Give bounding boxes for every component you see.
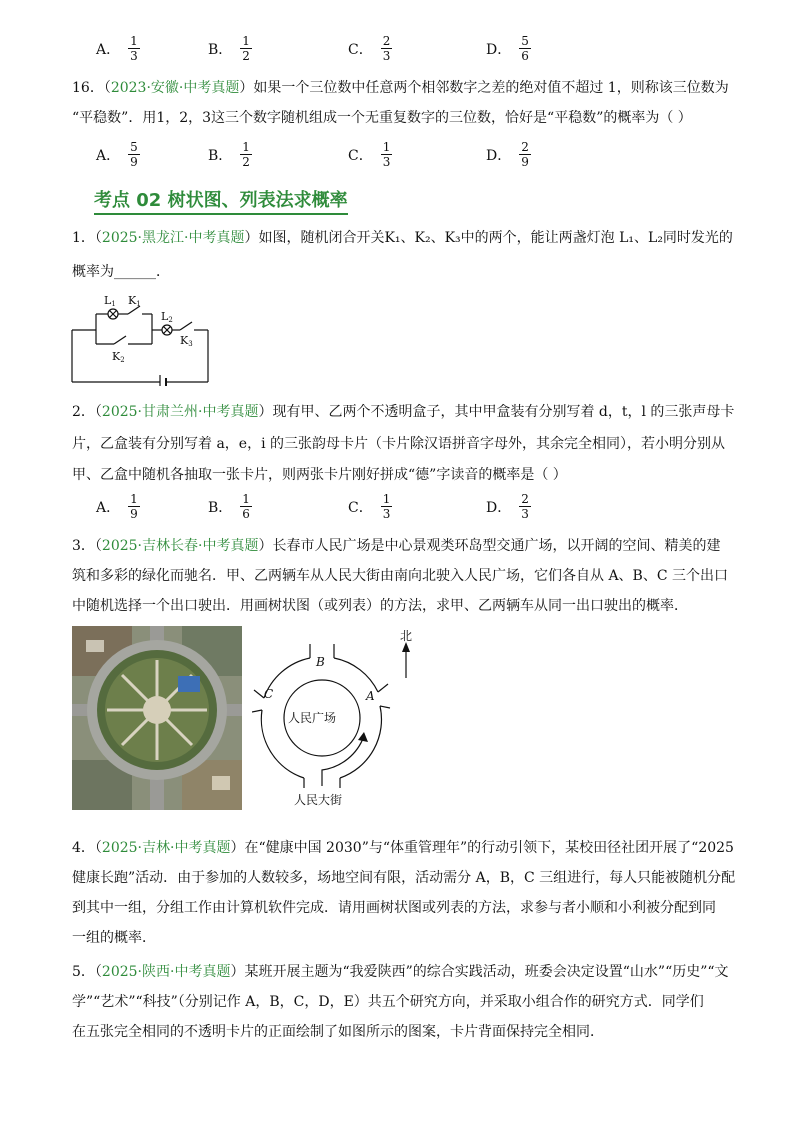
q15-option-a: A． $\frac{1}{3}$ bbox=[96, 34, 138, 63]
section-heading: 考点 02 树状图、列表法求概率 bbox=[94, 186, 348, 215]
q5-line-1: 5．（2025·陕西·中考真题）某班开展主题为“我爱陕西”的综合实践活动，班委会决定设置“山水”“历史”“文 bbox=[72, 964, 729, 980]
roundabout-diagram bbox=[252, 626, 452, 810]
q15-option-d: D． $\frac{5}{6}$ bbox=[486, 34, 529, 63]
fraction: $\frac{5}{9}$ bbox=[130, 140, 138, 169]
q2-source: 2025·甘肃兰州·中考真题 bbox=[101, 404, 259, 420]
aerial-photo bbox=[72, 626, 242, 810]
q2-line-1: 2．（2025·甘肃兰州·中考真题）现有甲、乙两个不透明盒子，其中甲盒装有分别写着 d，t，l 的三张声母卡 bbox=[72, 404, 735, 420]
fraction: $\frac{2}{3}$ bbox=[521, 492, 529, 521]
q16-option-b: B． $\frac{1}{2}$ bbox=[208, 140, 250, 169]
svg-text:L1: L1 bbox=[104, 294, 116, 308]
svg-text:L2: L2 bbox=[161, 310, 173, 324]
svg-text:K3: K3 bbox=[180, 334, 193, 348]
fraction: $\frac{1}{3}$ bbox=[382, 140, 391, 169]
q4-line-4: 一组的概率． bbox=[72, 930, 156, 946]
fraction: $\frac{2}{9}$ bbox=[521, 140, 529, 169]
q3-line-2: 筑和多彩的绿化而驰名．甲、乙两辆车从人民大街由南向北驶入人民广场，它们各自从 A、B、C 三个出口 bbox=[72, 568, 729, 584]
north-label: 北 bbox=[400, 629, 413, 643]
q3-source: 2025·吉林长春·中考真题 bbox=[101, 538, 259, 554]
q2-line-2: 片，乙盒装有分别写着 a，e，i 的三张韵母卡片（卡片除汉语拼音字母外，其余完全相同），若小明分别从 bbox=[72, 436, 726, 452]
q5-source: 2025·陕西·中考真题 bbox=[101, 964, 231, 980]
exit-a-label: A bbox=[366, 689, 375, 703]
street-label: 人民大街 bbox=[294, 793, 343, 807]
q4-line-1: 4．（2025·吉林·中考真题）在“健康中国 2030”与“体重管理年”的行动引领下，某校田径社团开展了“2025 bbox=[72, 840, 734, 856]
q2-option-d: D． $\frac{2}{3}$ bbox=[486, 492, 529, 521]
fraction: $\frac{1}{6}$ bbox=[242, 492, 250, 521]
circuit-diagram bbox=[66, 290, 216, 386]
q16-line-2: “平稳数”．用1，2，3这三个数字随机组成一个无重复数字的三位数，恰好是“平稳数”的概率为（ ） bbox=[72, 110, 692, 126]
q4-line-2: 健康长跑”活动．由于参加的人数较多，场地空间有限，活动需分 A，B，C 三组进行，每人只能被随机分配 bbox=[72, 870, 736, 886]
fraction: $\frac{1}{9}$ bbox=[130, 492, 138, 521]
fraction: $\frac{1}{3}$ bbox=[130, 34, 138, 63]
q5-line-2: 学”“艺术”“科技”（分别记作 A，B，C，D，E）共五个研究方向，并采取小组合作的研究方式．同学们 bbox=[72, 994, 704, 1010]
svg-text:K2: K2 bbox=[112, 350, 125, 364]
q16-line-1: 16．（2023·安徽·中考真题）如果一个三位数中任意两个相邻数字之差的绝对值不超过 1，则称该三位数为 bbox=[72, 80, 729, 96]
exit-c-label: C bbox=[264, 687, 274, 701]
north-arrow-icon bbox=[402, 642, 410, 652]
q1-line-1: 1．（2025·黑龙江·中考真题）如图，随机闭合开关K₁、K₂、K₃中的两个，能让两盏灯泡 L₁、L₂同时发光的 bbox=[72, 230, 733, 246]
q2-line-3: 甲、乙盒中随机各抽取一张卡片，则两张卡片刚好拼成“德”字读音的概率是（ ） bbox=[72, 467, 567, 483]
exit-b-label: B bbox=[316, 655, 325, 669]
fraction: $\frac{1}{3}$ bbox=[382, 492, 391, 521]
q4-source: 2025·吉林·中考真题 bbox=[101, 840, 231, 856]
q16-source: 2023·安徽·中考真题 bbox=[110, 80, 240, 96]
svg-text:K1: K1 bbox=[128, 294, 141, 308]
square-label: 人民广场 bbox=[288, 711, 337, 725]
q16-option-a: A． $\frac{5}{9}$ bbox=[96, 140, 138, 169]
fraction: $\frac{1}{2}$ bbox=[242, 34, 250, 63]
q2-option-a: A． $\frac{1}{9}$ bbox=[96, 492, 138, 521]
q15-option-b: B． $\frac{1}{2}$ bbox=[208, 34, 250, 63]
q3-line-1: 3．（2025·吉林长春·中考真题）长春市人民广场是中心景观类环岛型交通广场，以开阔的空间、精美的建 bbox=[72, 538, 721, 554]
q15-option-c: C． $\frac{2}{3}$ bbox=[348, 34, 391, 63]
q2-option-c: C． $\frac{1}{3}$ bbox=[348, 492, 391, 521]
q1-line-2: 概率为______． bbox=[72, 264, 170, 280]
q4-line-3: 到其中一组，分组工作由计算机软件完成．请用画树状图或列表的方法，求参与者小顺和小利被分配到同 bbox=[72, 900, 716, 916]
q16-option-d: D． $\frac{2}{9}$ bbox=[486, 140, 529, 169]
q3-line-3: 中随机选择一个出口驶出．用画树状图（或列表）的方法，求甲、乙两辆车从同一出口驶出的概率． bbox=[72, 598, 688, 614]
q1-source: 2025·黑龙江·中考真题 bbox=[101, 230, 245, 246]
fraction: $\frac{5}{6}$ bbox=[521, 34, 529, 63]
q16-option-c: C． $\frac{1}{3}$ bbox=[348, 140, 391, 169]
direction-arrow bbox=[358, 732, 368, 742]
fraction: $\frac{2}{3}$ bbox=[382, 34, 391, 63]
q2-option-b: B． $\frac{1}{6}$ bbox=[208, 492, 250, 521]
q5-line-3: 在五张完全相同的不透明卡片的正面绘制了如图所示的图案，卡片背面保持完全相同． bbox=[72, 1024, 604, 1040]
fraction: $\frac{1}{2}$ bbox=[242, 140, 250, 169]
